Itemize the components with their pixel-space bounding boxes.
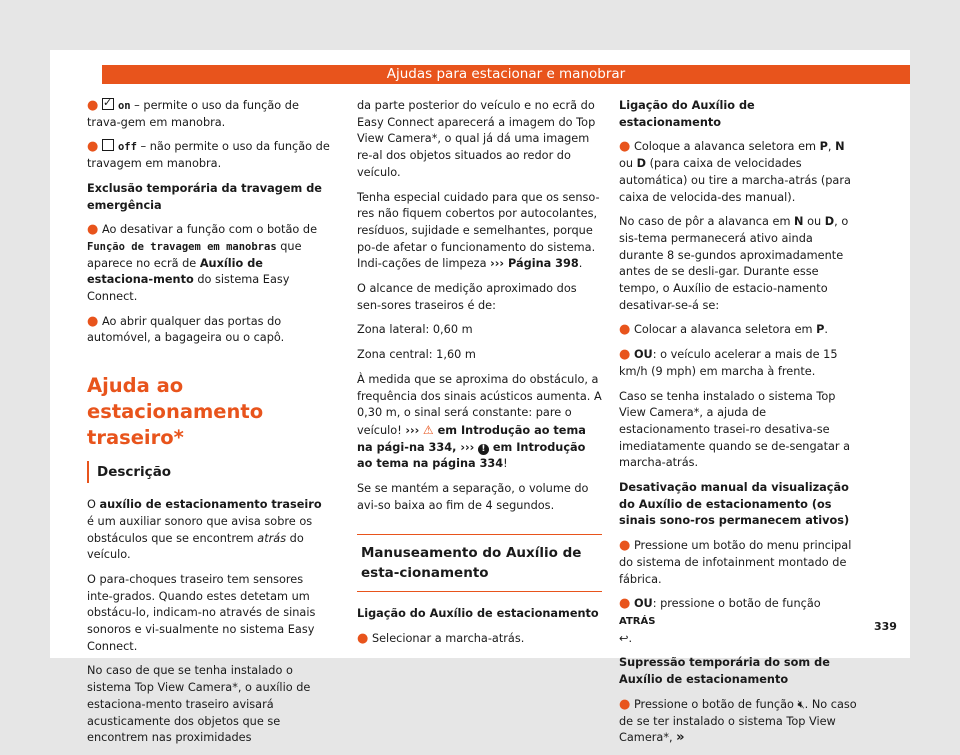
warning-reference-link[interactable]: em Introdução ao tema na pági-na 334, ››› — [357, 423, 586, 454]
bullet-icon: ● — [357, 631, 369, 647]
text: No caso de pôr a alavanca em — [619, 215, 795, 229]
lig-item-4 — [619, 347, 859, 380]
bold-text: Auxílio de estaciona-mento — [87, 256, 263, 287]
off-code: off — [117, 141, 137, 154]
text: O — [87, 498, 100, 512]
bullet-icon: ● — [87, 313, 99, 329]
bullet-icon: ● — [619, 347, 631, 363]
lig-p2 — [619, 214, 859, 314]
bullet-icon: ● — [619, 596, 631, 612]
text: do veículo. — [87, 531, 304, 562]
descricao-p2: O para-choques traseiro tem sensores inte-grados. Quando estes detetam um obstácu-lo, indicam-no através de sinais sonoros e vi-sualmente no sistema Easy Connect. — [87, 572, 316, 653]
bullet-icon: ● — [87, 139, 99, 155]
descricao-p1 — [87, 497, 330, 564]
text: : o veículo acelerar a mais de 15 km/h (9 mph) em marcha à frente. — [619, 348, 838, 378]
lig-item-1: ● Coloque a alavanca seletora em P, N ou D (para caixa de velocidades automática) ou tire a marcha-atrás (para caixa de velocida-des manual). — [619, 139, 851, 204]
bullet-icon: ● — [87, 222, 99, 238]
mute-icon: 🔇︎ — [797, 697, 805, 711]
gear-p: P — [819, 140, 828, 154]
bullet-icon: ● — [619, 139, 631, 155]
ou-label: OU — [633, 597, 653, 611]
lig-item-3: ● Colocar a alavanca seletora em P. — [619, 322, 828, 338]
column-1 — [87, 98, 330, 755]
exclusao-title: Exclusão temporária da travagem de emergência — [87, 181, 322, 212]
reference-arrow: ››› — [405, 423, 420, 437]
on-option — [87, 98, 330, 131]
zona-lateral: Zona lateral: 0,60 m — [357, 323, 473, 337]
continue-arrow-icon: » — [676, 730, 685, 746]
zona-central: Zona central: 1,60 m — [357, 348, 476, 362]
ligacao-title: Ligação do Auxílio de estacionamento — [357, 607, 599, 621]
supr-title: Supressão temporária do som de Auxílio de estacionamento — [619, 656, 830, 687]
text: À medida que se aproxima do obstáculo, a frequência dos sinais acústicos aumenta. A 0,30 m, o sinal será constante: pare o veículo! — [357, 372, 602, 437]
bullet-icon: ● — [619, 696, 631, 712]
bullet-icon: ● — [619, 538, 631, 554]
bold-text: auxílio de estacionamento traseiro — [99, 498, 322, 512]
manuseamento-box-title: Manuseamento do Auxílio de esta-cionamento — [357, 534, 602, 592]
desat-item-1 — [619, 538, 859, 588]
bullet-icon: ● — [87, 98, 99, 113]
lig-p5: Caso se tenha instalado o sistema Top View Camera*, a ajuda de estacionamento trasei-ro desativa-se imediatamente quando se de-sengatar a marcha-atrás. — [619, 389, 851, 470]
col2-p4 — [357, 372, 602, 473]
text: Selecionar a marcha-atrás. — [371, 632, 525, 646]
desat-item-2: ● OU: pressione o botão de função ATRÁS ↩. — [619, 596, 821, 645]
text: (para caixa de velocidades automática) ou tire a marcha-atrás (para caixa de velocida-des manual). — [619, 157, 851, 204]
page-reference-link[interactable]: ››› Página 398 — [490, 257, 579, 271]
page-number: 339 — [874, 620, 897, 633]
gear-d: D — [824, 215, 835, 229]
bullet-icon: ● — [619, 322, 631, 338]
text: ou — [803, 215, 825, 229]
ou-label: OU — [633, 348, 653, 362]
supr-item-1 — [619, 697, 859, 747]
checkbox-empty-icon — [102, 139, 114, 151]
on-text: – permite o uso da função de trava-gem em manobra. — [87, 99, 299, 129]
text: Pressione o botão de função — [633, 697, 798, 711]
text: . — [578, 257, 583, 271]
text: Ao abrir qualquer das portas do automóvel, a bagageira ou o capô. — [87, 314, 285, 345]
function-code: Função de travagem em manobras — [87, 240, 277, 253]
subsection-title: Descrição — [87, 461, 330, 483]
gear-p: P — [816, 323, 825, 337]
exclusao-item-1 — [87, 222, 330, 306]
text: ! — [503, 457, 508, 471]
text: que aparece no ecrã de — [87, 239, 302, 270]
col2-p3: O alcance de medição aproximado dos sen-sores traseiros é de: — [357, 282, 577, 312]
text: é um auxiliar sonoro que avisa sobre os obstáculos que se encontrem — [87, 514, 313, 545]
col2-p1: da parte posterior do veículo e no ecrã do Easy Connect aparecerá a imagem do Top View Camera*, o qual já dá uma imagem re-al dos objetos situados ao redor do veículo. — [357, 99, 596, 179]
info-reference-link[interactable]: em Introdução ao tema na página 334 — [357, 440, 586, 471]
section-title: Ajuda ao estacionamento traseiro* — [87, 374, 264, 450]
text: Ao desativar a função com o botão de — [101, 223, 318, 237]
back-arrow-icon: ↩ — [619, 631, 629, 645]
text: , o sis-tema permanecerá ativo ainda durante 8 se-gundos aproximadamente antes de se desli-gar. Durante esse tempo, o Auxílio de estacio-namento desativar-se-á se: — [619, 215, 849, 312]
gear-n: N — [835, 140, 845, 154]
text: . No caso de se ter instalado o sistema Top View Camera*, — [619, 697, 857, 745]
desat-title: Desativação manual da visualização do Auxílio de estacionamento (os sinais sono-ros permanecem ativos) — [619, 481, 850, 528]
checkbox-checked-icon — [102, 98, 114, 110]
off-text: – não permite o uso da função de travagem em manobra. — [87, 140, 330, 171]
lig-title: Ligação do Auxílio de estacionamento — [619, 99, 755, 129]
text: Colocar a alavanca seletora em — [633, 323, 817, 337]
text: Pressione um botão do menu principal do sistema de infotainment montado de fábrica. — [619, 539, 852, 586]
text: do sistema Easy Connect. — [87, 273, 290, 304]
gear-d: D — [636, 157, 647, 171]
page — [50, 50, 910, 746]
column-2 — [357, 98, 602, 656]
off-option — [87, 139, 330, 172]
ligacao-item — [357, 631, 602, 648]
column-3 — [619, 98, 859, 755]
warning-icon: ⚠ — [422, 422, 434, 437]
info-icon: ! — [478, 444, 489, 455]
italic-text: atrás — [257, 531, 287, 545]
gear-n: N — [794, 215, 804, 229]
col2-p5: Se se mantém a separação, o volume do avi-so baixa ao fim de 4 segundos. — [357, 482, 589, 512]
function-code: ATRÁS — [619, 615, 656, 627]
col2-p2 — [357, 190, 602, 274]
exclusao-item-2 — [87, 314, 330, 347]
on-code: on — [117, 100, 131, 112]
text: Coloque a alavanca seletora em — [633, 140, 820, 154]
text: : pressione o botão de função — [652, 597, 821, 611]
page-header: Ajudas para estacionar e manobrar — [102, 65, 910, 84]
descricao-p3: No caso de que se tenha instalado o sistema Top View Camera*, o auxílio de estaciona-mento traseiro avisará acusticamente dos objetos que se encontrem nas proximidades — [87, 664, 311, 745]
text: Tenha especial cuidado para que os senso-res não fiquem cobertos por autocolantes, resíduos, sujidade e semelhantes, porque po-de afetar o funcionamento do sistema. Indi-cações de limpeza — [357, 190, 600, 271]
